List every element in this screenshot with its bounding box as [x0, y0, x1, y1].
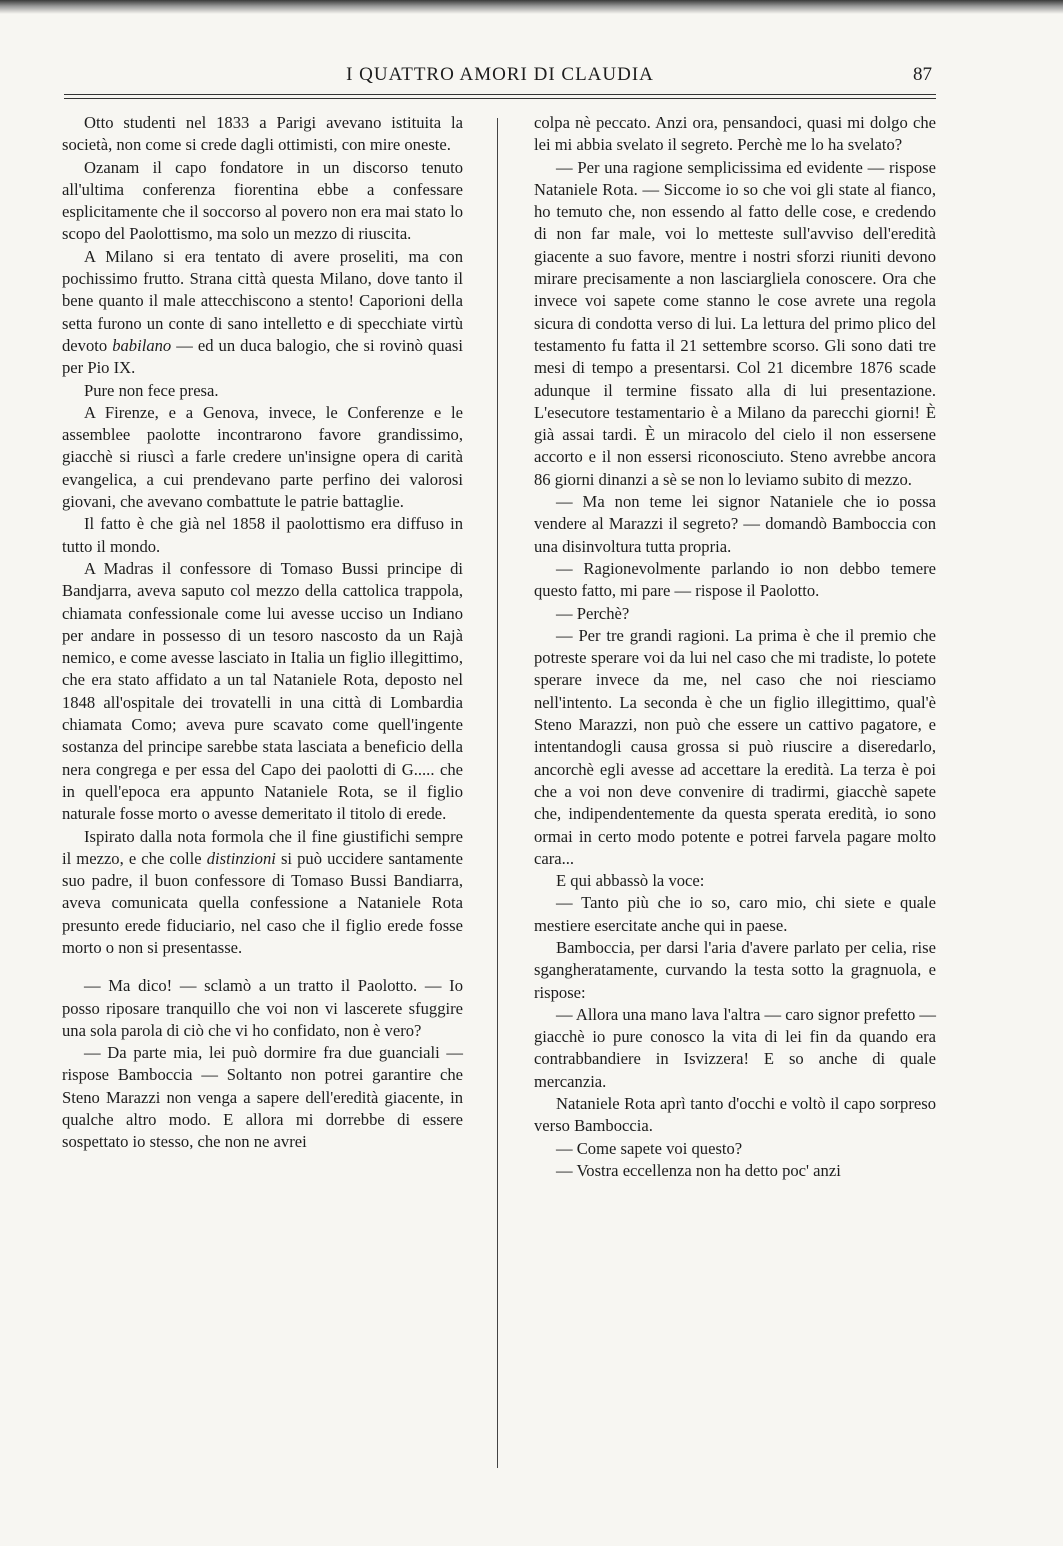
- paragraph: Il fatto è che già nel 1858 il paolottismo era diffuso in tutto il mondo.: [62, 514, 463, 556]
- running-header: [64, 62, 936, 92]
- paragraph: Ispirato dalla nota formola che il fine giustifichi sempre il mezzo, e che colle distinzioni si può uccidere santamente suo padre, il buon confessore di Tomaso Bussi Bandiarra, aveva comunicata quella confessione a Nataniele Rota presunto erede fiduciario, nel caso che il figlio erede fosse morto o non si presentasse.: [62, 826, 463, 957]
- left-text-column: [62, 112, 463, 1154]
- paragraph: A Firenze, e a Genova, invece, le Conferenze e le assemblee paolotte incontrarono favore grandissimo, giacchè si riuscì a farle credere un'insigne opera di carità evangelica, a cui prendevano parte perfino dei valorosi giovani, che avevano combattute le patrie battaglie.: [62, 402, 463, 512]
- paragraph: A Milano si era tentato di avere proseliti, ma con pochissimo frutto. Strana città questa Milano, dove tanto il bene quanto il male attecchiscono a stento! Caporioni della setta furono un conte di sano intelletto e di specchiate virtù devoto babilano — ed un duca balogio, che si rovinò quasi per Pio IX.: [62, 246, 463, 378]
- page-number: 87: [913, 64, 932, 85]
- running-title: I QUATTRO AMORI DI CLAUDIA: [346, 64, 654, 85]
- paragraph: — Per tre grandi ragioni. La prima è che il premio che potreste sperare voi da lui nel caso che mi tradiste, lo potete sperare invece da me, nel caso che noi riesciamo nell'intento. La seconda è che un figlio illegittimo, qual'è Steno Marazzi, non può che essere un cattivo pagatore, e intentandogli causa grossa si può riuscire a diseredarlo, ancorchè egli avesse ad accettare la eredità. La terza è poi che a voi non deve convenire di tradirmi, giacchè sapete che, indipendentemente da questa sperata eredità, io sono ormai in certo modo potente e potrei farvela pagare molto cara...: [534, 625, 936, 868]
- header-rule-top: [64, 94, 936, 95]
- right-text-column: [534, 112, 936, 1182]
- paragraph: Ozanam il capo fondatore in un discorso tenuto all'ultima conferenza fiorentina ebbe a confessare esplicitamente che il soccorso al povero non era mai stato lo scopo del Paolottismo, ma solo un mezzo di riuscita.: [62, 157, 463, 244]
- paragraph: Pure non fece presa.: [84, 380, 219, 400]
- column-divider: [497, 118, 498, 1468]
- paragraph: — Ragionevolmente parlando io non debbo temere questo fatto, mi pare — rispose il Paolotto.: [534, 558, 936, 601]
- paragraph: — Come sapete voi questo?: [556, 1138, 743, 1158]
- paragraph: — Ma dico! — sclamò a un tratto il Paolotto. — Io posso riposare tranquillo che voi non vi lascerete sfuggire una sola parola di ciò che vi ho confidato, non è vero?: [62, 976, 463, 1040]
- paragraph: — Vostra eccellenza non ha detto poc' anzi: [556, 1160, 841, 1180]
- scan-edge-shadow: [0, 0, 1063, 14]
- paragraph: E qui abbassò la voce:: [556, 871, 705, 891]
- paragraph: — Da parte mia, lei può dormire fra due guanciali — rispose Bamboccia — Soltanto non potrei garantire che Steno Marazzi non venga a sapere dell'eredità giacente, in qualche altro modo. E allora mi dorrebbe di essere sospettato io stesso, che non ne avrei: [62, 1043, 463, 1152]
- paragraph: — Tanto più che io so, caro mio, chi siete e quale mestiere esercitate anche qui in paese.: [534, 893, 936, 935]
- paragraph: A Madras il confessore di Tomaso Bussi principe di Bandjarra, aveva saputo col mezzo della cattolica trappola, chiamata confessionale come lui avesse ucciso un Indiano per andare in possesso di un tesoro nascosto da un Rajà nemico, e come avesse lasciato in Italia un figlio illegittimo, che era stato affidato a un tal Nataniele Rota, deposto nel 1848 all'ospitale dei trovatelli in una città di Lombardia chiamata Como; aveva pure scavato come quell'ingente sostanza del principe sarebbe stata lasciata a beneficio della nera congrega e per essa del Capo dei paolotti di G..... che in quell'epoca era appunto Nataniele Rota, se il figlio naturale fosse morto o avesse demeritato il titolo di erede.: [62, 558, 463, 824]
- paragraph: Otto studenti nel 1833 a Parigi avevano istituita la società, non come si crede dagli ottimisti, con mire oneste.: [62, 113, 463, 155]
- paragraph: Bamboccia, per darsi l'aria d'avere parlato per celia, rise sgangheratamente, curvando la testa sotto la gragnuola, e rispose:: [534, 937, 936, 1002]
- paragraph: — Perchè?: [556, 603, 630, 623]
- paragraph: — Allora una mano lava l'altra — caro signor prefetto — giacchè io pure conosco la vita di lei fin da quando era contrabbandiere in Isvizzera! E so anche di quale mercanzia.: [534, 1004, 936, 1091]
- paragraph: — Per una ragione semplicissima ed evidente — rispose Nataniele Rota. — Siccome io so che voi gli state al fianco, ho temuto che, non essendo al fatto delle cose, e credendo di non far male, voi lo metteste sull'avviso dell'eredità giacente a suo favore, mentre i nostri sforzi riuniti devono mirare precisamente a non lasciargliela conoscere. Ora che invece voi sapete come stanno le cose avrete una regola sicura di condotta verso di lui. La lettura del primo plico del testamento fu fatta il 21 settembre scorso. Gli sono dati tre mesi di tempo a presentarsi. Col 21 dicembre 1876 scade adunque il termine fissato alla di lui presentazione. L'esecutore testamentario è a Milano da parecchi giorni! È già assai tardi. È un miracolo del cielo il non essersene accorto e il non essersi riconosciuto. Steno avrebbe ancora 86 giorni dinanzi a sè se non lo leviamo subito di mezzo.: [534, 157, 936, 489]
- header-rule-bottom: [64, 98, 936, 99]
- paragraph: Nataniele Rota aprì tanto d'occhi e voltò il capo sorpreso verso Bamboccia.: [534, 1094, 936, 1136]
- paragraph: — Ma non teme lei signor Nataniele che io possa vendere al Marazzi il segreto? — domandò Bamboccia con una disinvoltura tutta propria.: [534, 492, 936, 556]
- paragraph: colpa nè peccato. Anzi ora, pensandoci, quasi mi dolgo che lei mi abbia svelato il segreto. Perchè me lo ha svelato?: [534, 113, 936, 155]
